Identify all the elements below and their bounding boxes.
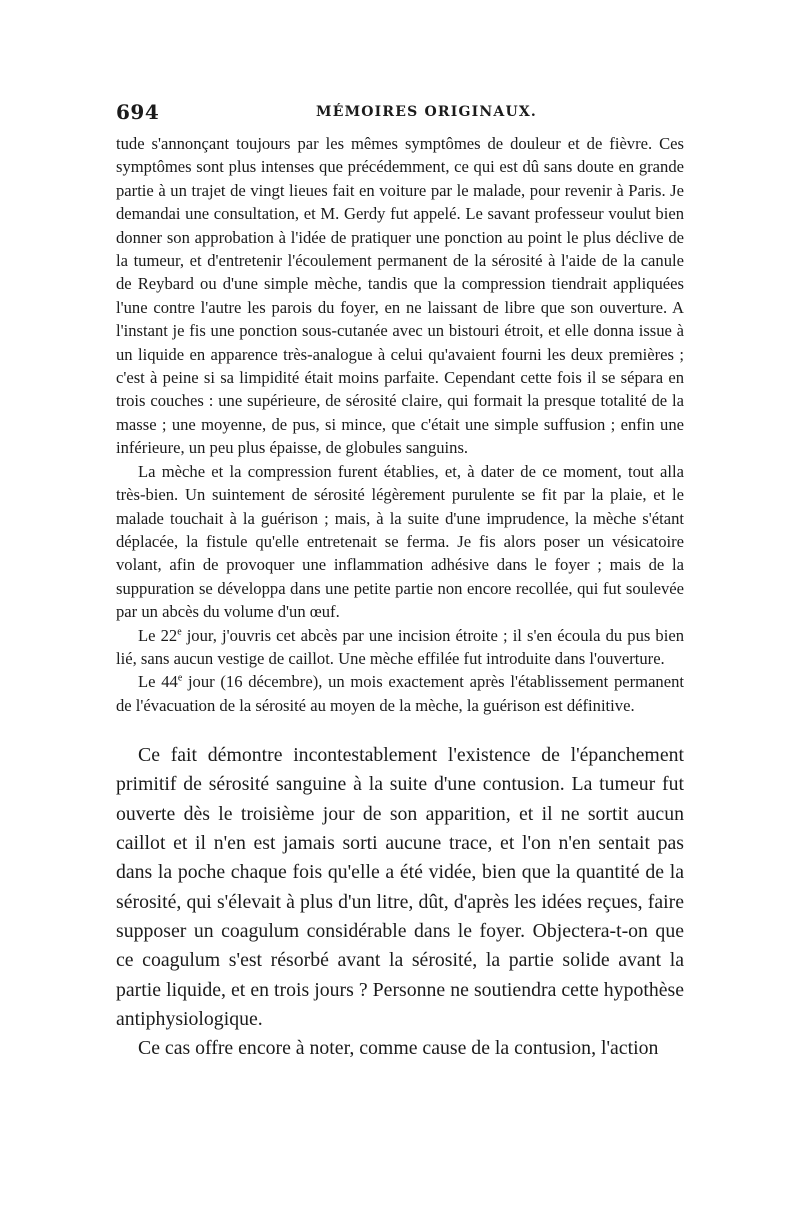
paragraph bbox=[116, 624, 684, 671]
section-gap bbox=[116, 717, 684, 741]
paragraph-start: Le 44 bbox=[138, 672, 178, 692]
paragraph: tude s'annonçant toujours par les mêmes symptômes de douleur et de fièvre. Ces symptômes sont plus intenses que précédemment, ce qui est dû sans doute en grande partie à un trajet de vingt lieues fait en voiture par le malade, pour revenir à Paris. Je demandai une consultation, et M. Gerdy fut appelé. Le savant professeur voulut bien donner son approbation à l'idée de pratiquer une ponction au point le plus déclive de la tumeur, et d'entretenir l'écoulement permanent de la sérosité à l'aide de la canule de Reybard ou d'une simple mèche, tandis que la compression tiendrait appliquées l'une contre l'autre les parois du foyer, en ne laissant de libre que son ouverture. A l'instant je fis une ponction sous-cutanée avec un bistouri étroit, et elle donna issue à un liquide en apparence très-analogue à celui qu'avaient fourni les deux premières ; c'est à peine si sa limpidité était moins parfaite. Cependant cette fois il se sépara en trois couches : une supérieure, de sérosité claire, qui formait la presque totalité de la masse ; une moyenne, de pus, si mince, que c'était une simple suffusion ; enfin une inférieure, un peu plus épaisse, de globules sanguins. bbox=[116, 134, 684, 458]
ordinal-suffix: e bbox=[177, 626, 182, 637]
paragraph: La mèche et la compression furent établies, et, à dater de ce moment, tout alla très-bien. Un suintement de sérosité légèrement purulente se fit par la plaie, et le malade touchait à la guérison ; mais, à la suite d'une imprudence, la mèche s'étant déplacée, la fistule qu'elle entretenait se ferma. Je fis alors poser un vésicatoire volant, afin de provoquer une inflammation adhésive dans le foyer ; mais de la suppuration se développa dans une petite partie non encore recollée, qui fut soulevée par un abcès du volume d'un œuf. bbox=[116, 461, 684, 622]
page-header bbox=[116, 100, 684, 128]
paragraph-rest: jour, j'ouvris cet abcès par une incision étroite ; il s'en écoula du pus bien lié, sans aucun vestige de caillot. Une mèche effilée fut introduite dans l'ouverture. bbox=[116, 625, 684, 668]
paragraph-rest: jour (16 décembre), un mois exactement après l'établissement permanent de l'évacuation de la sérosité au moyen de la mèche, la guérison est définitive. bbox=[116, 672, 684, 715]
ordinal-suffix: e bbox=[177, 672, 183, 684]
paragraph-start: Le 22 bbox=[138, 625, 178, 645]
paragraph bbox=[116, 670, 684, 717]
paragraph: Ce cas offre encore à noter, comme cause de la contusion, l'action bbox=[138, 1037, 659, 1060]
book-page bbox=[116, 100, 684, 1063]
paragraph: Ce fait démontre incontestablement l'existence de l'épanchement primitif de sérosité sanguine à la suite d'une contusion. La tumeur fut ouverte dès le troisième jour de son apparition, et il ne sortit aucun caillot et il n'en est jamais sorti aucune trace, et l'on n'en sentait pas dans la poche chaque fois qu'elle a été vidée, bien que la quantité de la sérosité, qui s'élevait à plus d'un litre, dût, d'après les idées reçues, faire supposer un coagulum considérable dans le foyer. Objectera-t-on que ce coagulum s'est résorbé avant la sérosité, la partie solide avant la partie liquide, et en trois jours ? Personne ne soutiendra cette hypothèse antiphysiologique. bbox=[116, 744, 684, 1030]
commentary-text bbox=[116, 741, 684, 1063]
case-report-text bbox=[116, 132, 684, 717]
page-number: 694 bbox=[116, 100, 160, 124]
running-title: MÉMOIRES ORIGINAUX. bbox=[316, 104, 537, 120]
